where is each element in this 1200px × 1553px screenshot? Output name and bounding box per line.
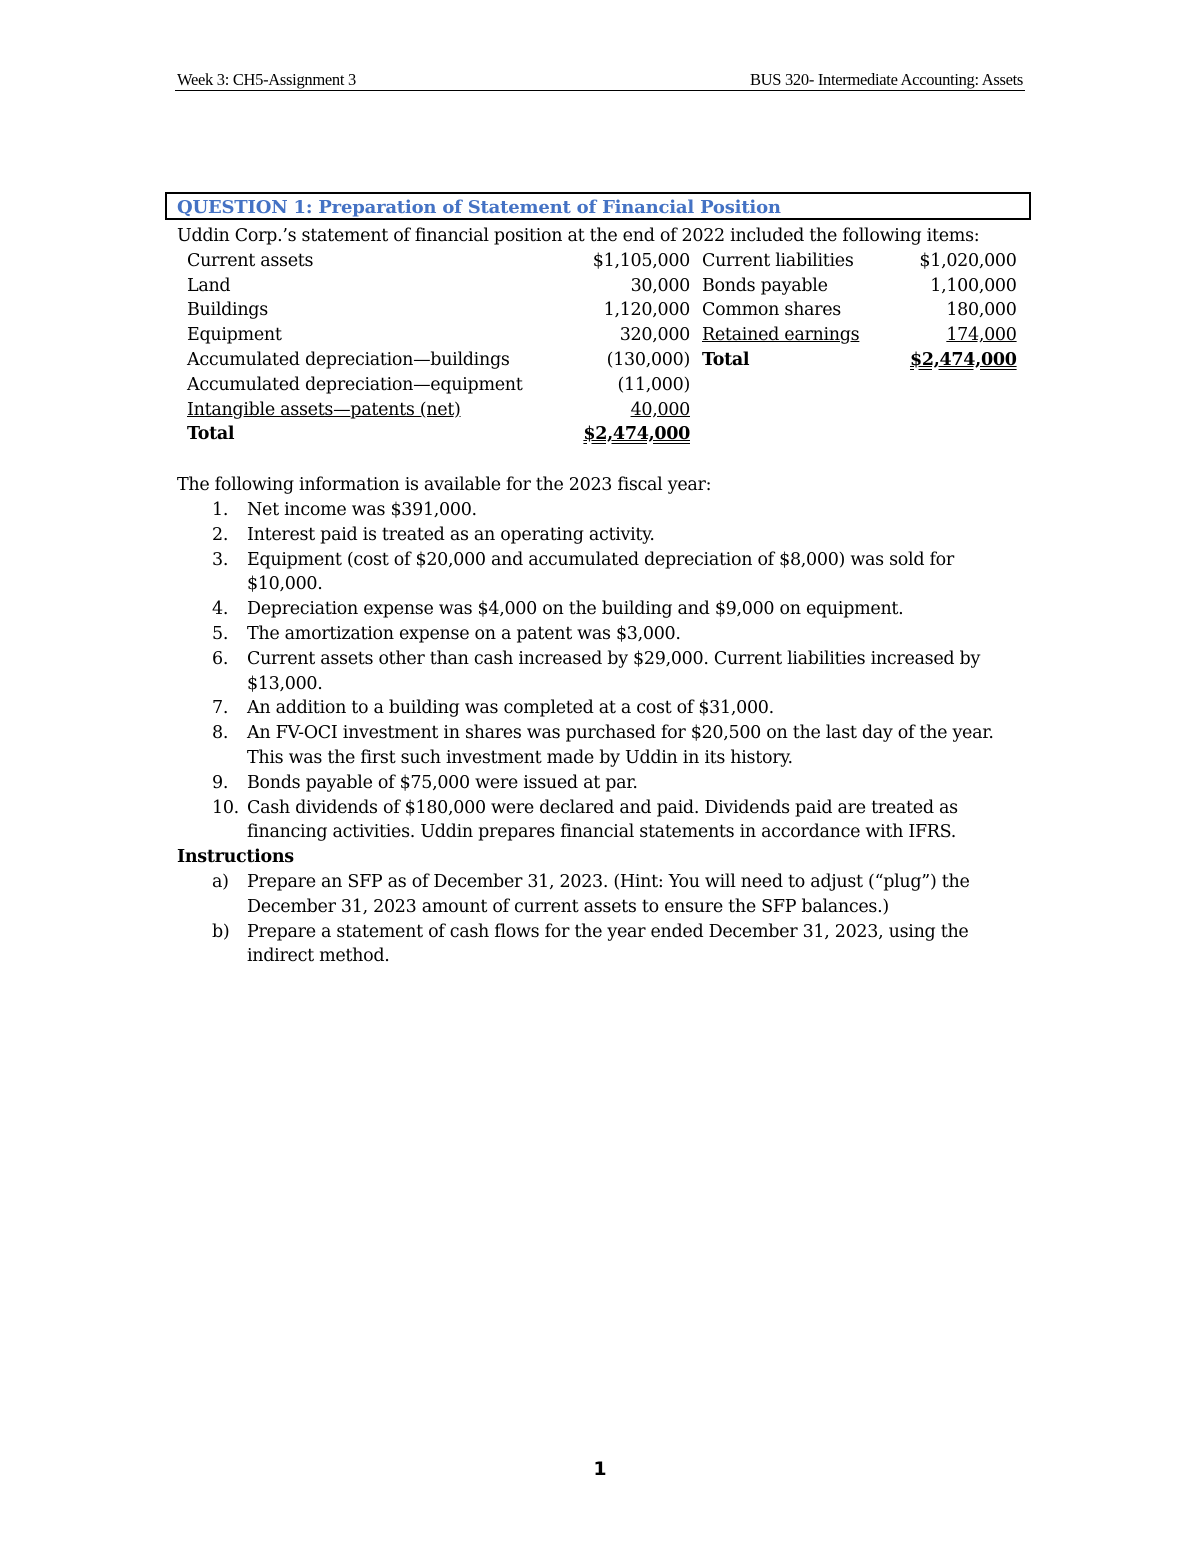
item-letter: a): [212, 871, 229, 892]
item-text: Interest paid is treated as an operating activity.: [247, 524, 655, 545]
asset-value: 1,120,000: [603, 300, 690, 321]
header-left-text: Week 3: CH5-Assignment 3: [177, 70, 356, 89]
item-text: Prepare an SFP as of December 31, 2023. (Hint: You will need to adjust (“plug”) the December 31, 2023 amount of current assets to ensure the SFP balances.): [247, 871, 970, 917]
asset-total-value: $2,474,000: [583, 424, 690, 445]
liability-value: 174,000: [946, 325, 1017, 346]
item-text: The amortization expense on a patent was $3,000.: [247, 623, 681, 644]
table-row: [177, 274, 1017, 299]
question-title: QUESTION 1: Preparation of Statement of Financial Position: [177, 197, 781, 218]
table-row: [177, 422, 1017, 447]
liability-value: 1,100,000: [930, 275, 1017, 296]
instructions-list: [177, 870, 1022, 969]
list-item: [177, 721, 1022, 771]
asset-label: Buildings: [187, 300, 268, 321]
item-text: Prepare a statement of cash flows for the year ended December 31, 2023, using the indirect method.: [247, 921, 969, 967]
intro-text: Uddin Corp.’s statement of financial position at the end of 2022 included the following items:: [177, 226, 980, 246]
question-title-box: [165, 192, 1031, 220]
item-number: 4.: [212, 599, 229, 620]
item-text: Equipment (cost of $20,000 and accumulated depreciation of $8,000) was sold for $10,000.: [247, 549, 954, 595]
list-item: [177, 622, 1022, 647]
item-number: 9.: [212, 772, 229, 793]
item-text: Current assets other than cash increased by $29,000. Current liabilities increased by $13,000.: [247, 648, 981, 694]
liability-label: Bonds payable: [702, 275, 828, 296]
list-item: [177, 523, 1022, 548]
instructions-heading: Instructions: [177, 847, 294, 868]
following-intro: The following information is available for the 2023 fiscal year:: [177, 475, 712, 496]
asset-value: 40,000: [630, 399, 690, 420]
item-number: 6.: [212, 648, 229, 669]
item-number: 8.: [212, 723, 229, 744]
asset-label: Land: [187, 275, 231, 296]
sfp-table: [177, 249, 1017, 447]
page-number: 1: [593, 1458, 607, 1480]
asset-label: Current assets: [187, 250, 314, 271]
table-row: [177, 298, 1017, 323]
item-text: Cash dividends of $180,000 were declared and paid. Dividends paid are treated as financing activities. Uddin prepares financial statements in accordance with IFRS.: [247, 797, 958, 843]
item-number: 2.: [212, 524, 229, 545]
list-item: [177, 548, 1022, 598]
list-item: [177, 920, 1022, 970]
item-text: Net income was $391,000.: [247, 499, 477, 520]
item-text: Bonds payable of $75,000 were issued at par.: [247, 772, 638, 793]
table-row: [177, 249, 1017, 274]
list-item: [177, 597, 1022, 622]
list-item: [177, 696, 1022, 721]
table-row: [177, 373, 1017, 398]
liability-label: Retained earnings: [702, 325, 860, 346]
asset-value: (11,000): [617, 374, 690, 395]
item-text: An FV-OCI investment in shares was purchased for $20,500 on the last day of the year. This was the first such investment made by Uddin in its history.: [247, 723, 994, 768]
asset-label: Intangible assets—patents (net): [187, 399, 461, 420]
item-number: 3.: [212, 549, 229, 570]
asset-label: Accumulated depreciation—buildings: [187, 349, 510, 370]
asset-value: $1,105,000: [592, 250, 690, 271]
liability-label: Common shares: [702, 300, 841, 321]
info-list: [177, 498, 1022, 845]
liability-total-label: Total: [702, 349, 750, 370]
page-content: [177, 224, 1022, 969]
asset-value: 30,000: [630, 275, 690, 296]
asset-value: 320,000: [619, 325, 690, 346]
liability-value: 180,000: [946, 300, 1017, 321]
item-text: An addition to a building was completed at a cost of $31,000.: [247, 698, 774, 719]
page-header: [175, 70, 1025, 91]
asset-label: Accumulated depreciation—equipment: [187, 374, 523, 395]
list-item: [177, 870, 1022, 920]
item-number: 1.: [212, 499, 229, 520]
table-row: [177, 323, 1017, 348]
item-number: 5.: [212, 623, 229, 644]
list-item: [177, 647, 1022, 697]
asset-value: (130,000): [606, 349, 690, 370]
liability-label: Current liabilities: [702, 250, 854, 271]
asset-label: Equipment: [187, 325, 282, 346]
header-right-text: BUS 320- Intermediate Accounting: Assets: [749, 70, 1023, 89]
list-item: [177, 796, 1022, 846]
item-letter: b): [212, 921, 230, 942]
item-text: Depreciation expense was $4,000 on the building and $9,000 on equipment.: [247, 599, 904, 620]
item-number: 7.: [212, 698, 229, 719]
liability-total-value: $2,474,000: [910, 349, 1017, 370]
list-item: [177, 498, 1022, 523]
asset-total-label: Total: [187, 424, 235, 445]
liability-value: $1,020,000: [919, 250, 1017, 271]
item-number: 10.: [212, 797, 239, 818]
table-row: [177, 348, 1017, 373]
list-item: [177, 771, 1022, 796]
table-row: [177, 398, 1017, 423]
